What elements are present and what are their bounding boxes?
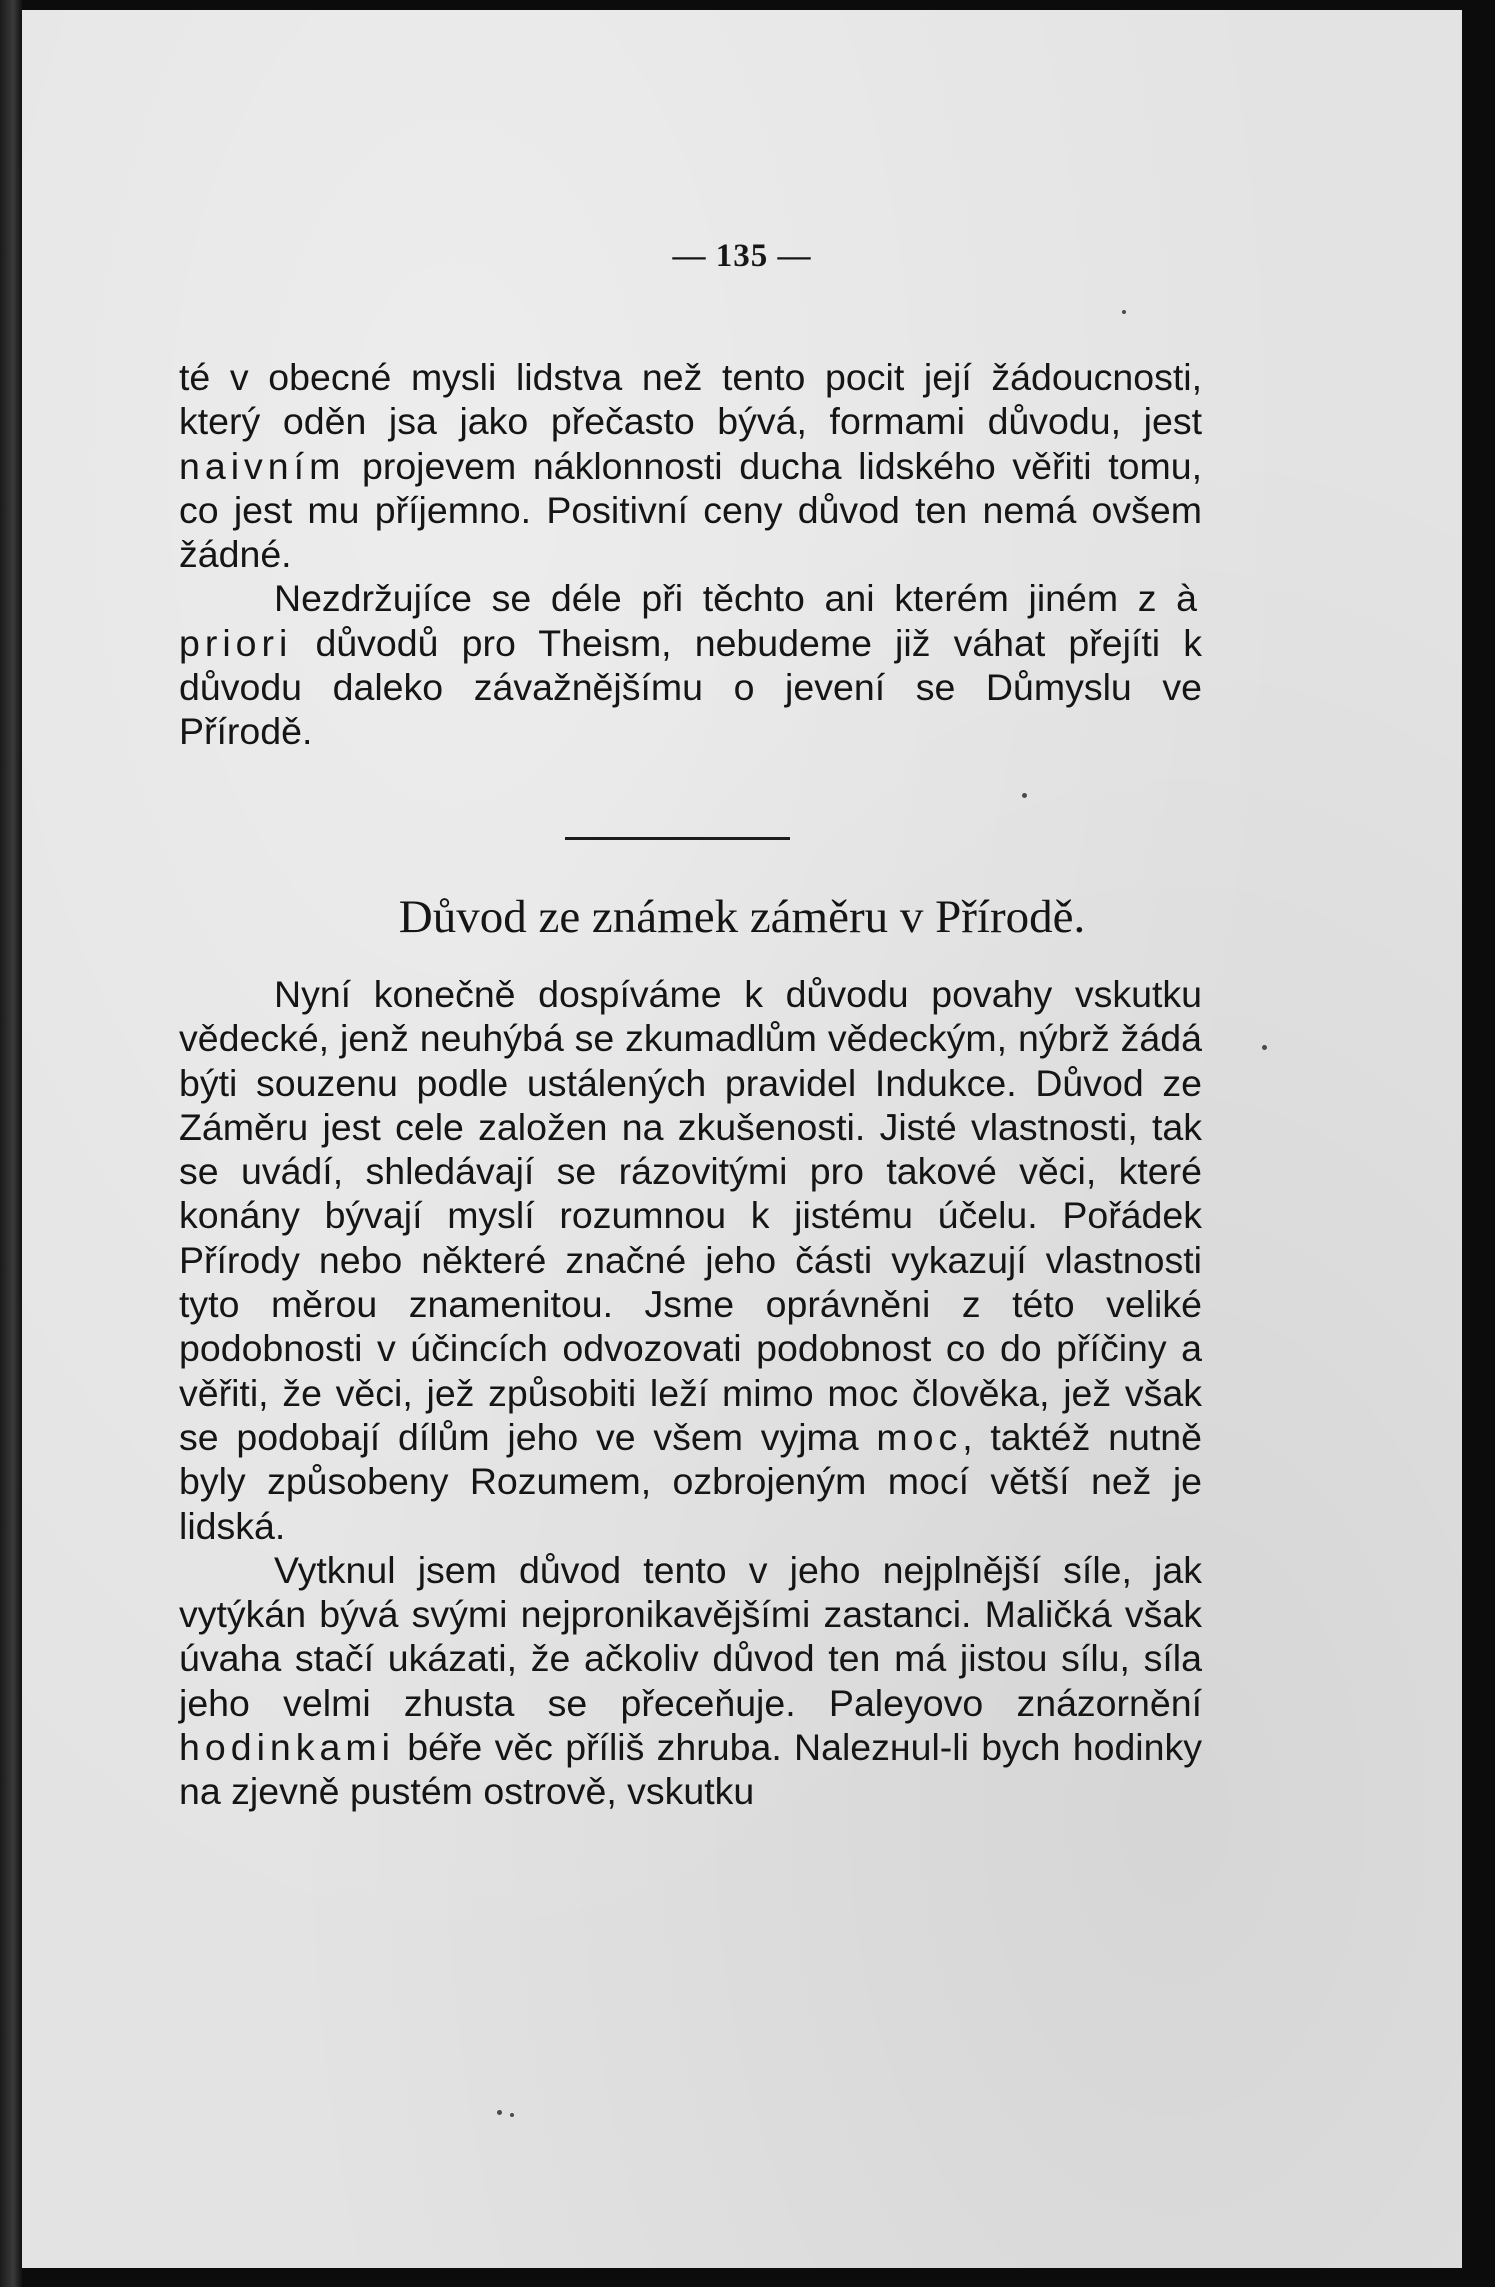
paper-speck bbox=[1022, 793, 1027, 798]
text-block-lower bbox=[179, 972, 1202, 1814]
paragraph-4-emphasis: hodinkami bbox=[179, 1726, 395, 1769]
paragraph-4-text-b: béře věc příliš zhruba. Nalezнul-li bych hodinky na zjevně pustém ostrově, vskutku bbox=[179, 1726, 1202, 1813]
paragraph-3-text-b: , taktéž nutně byly způsobeny Rozumem, ozbrojeným mocí větší než je lidská. bbox=[179, 1415, 1202, 1547]
page-number: — 135 — bbox=[672, 238, 812, 274]
paper-speck bbox=[497, 2110, 502, 2115]
page-sheet bbox=[22, 10, 1462, 2268]
paragraph-3 bbox=[179, 972, 1202, 1548]
paragraph-1-text-b: projevem náklonnosti ducha lidského věřiti tomu, co jest mu příjemno. Positivní ceny důvod ten nemá ovšem žádné. bbox=[179, 444, 1202, 576]
paper-speck bbox=[1262, 1045, 1267, 1050]
paper-speck bbox=[1122, 310, 1126, 314]
paragraph-2-text-b: důvodů pro Theism, nebudeme již váhat přejíti k důvodu daleko závažnějšímu o jevení se Důmyslu ve Přírodě. bbox=[179, 621, 1202, 753]
section-heading: Důvod ze známek záměru v Přírodě. bbox=[398, 891, 1086, 943]
book-gutter bbox=[0, 0, 22, 2287]
paragraph-4-text-a: Vytknul jsem důvod tento v jeho nejplnější síle, jak vytýkán bývá svými nejpronikavějšími zastanci. Maličká však úvaha stačí ukázati, že ačkoliv důvod ten má jistou sílu, síla jeho velmi zhusta se přeceňuje. Paleyovo znázornění bbox=[179, 1548, 1202, 1724]
text-block-upper bbox=[179, 355, 1202, 754]
paragraph-1-text-a: té v obecné mysli lidstva než tento pocit její žádoucnosti, který oděn jsa jako přečasto bývá, formami důvodu, jest bbox=[179, 356, 1202, 443]
paragraph-3-text-a: Nyní konečně dospíváme k důvodu povahy vskutku vědecké, jenž neuhýbá se zkumadlům vědeckým, nýbrž žádá býti souzenu podle ustálených pravidel Indukce. Důvod ze Záměru jest cele založen na zkušenosti. Jisté vlastnosti, tak se uvádí, shledávají se rázovitými pro takové věci, které konány bývají myslí rozumnou k jistému účelu. Pořádek Přírody nebo některé značné jeho části vykazují vlastnosti tyto měrou znamenitou. Jsme oprávněni z této veliké podobnosti v účincích odvozovati podobnost co do příčiny a věřiti, že věci, jež způsobiti leží mimo moc člověka, jež však se podobají dílům jeho ve všem vyjma bbox=[179, 973, 1202, 1458]
section-divider-rule bbox=[565, 837, 790, 840]
paragraph-2-emphasis: à priori bbox=[179, 577, 1202, 664]
paper-speck bbox=[510, 2113, 514, 2117]
paragraph-2-text-a: Nezdržujíce se déle při těchto ani kterém jiném z bbox=[274, 577, 1177, 620]
paragraph-3-emphasis: moc bbox=[876, 1415, 963, 1458]
paragraph-4 bbox=[179, 1548, 1202, 1814]
paragraph-1 bbox=[179, 355, 1202, 576]
paragraph-1-emphasis: naivním bbox=[179, 444, 346, 487]
paragraph-2 bbox=[179, 576, 1202, 753]
